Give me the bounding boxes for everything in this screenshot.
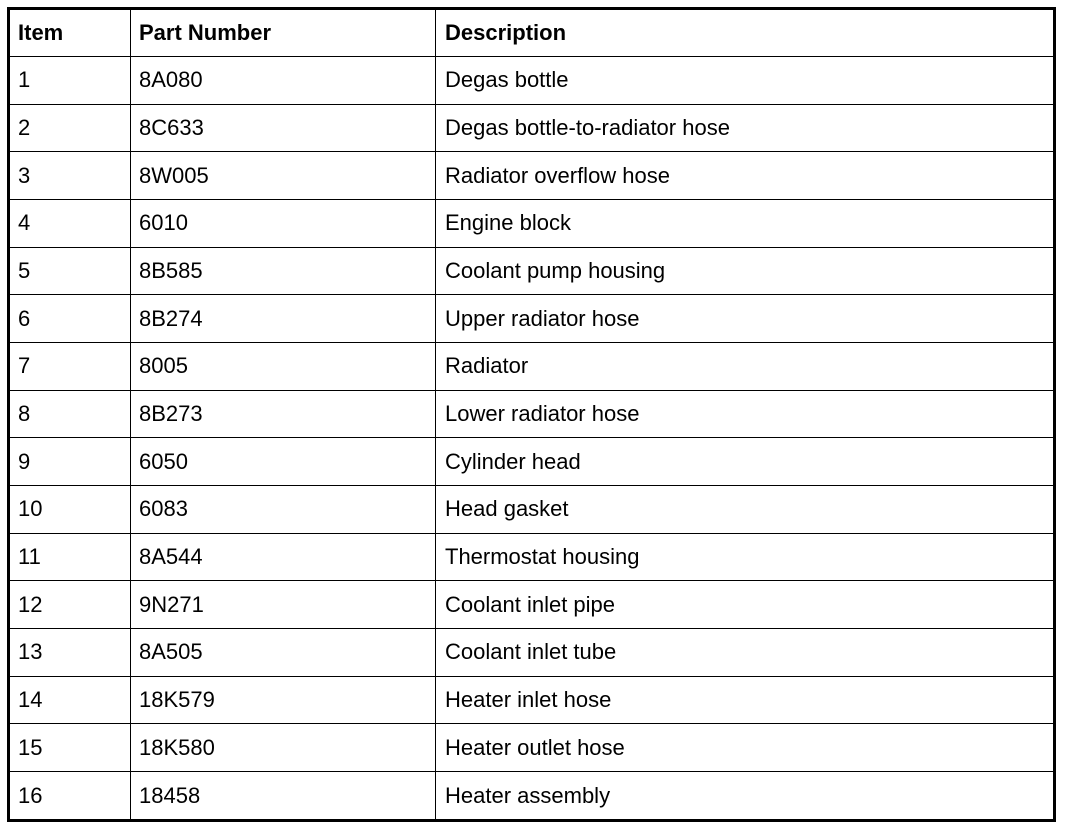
cell-item: 8 — [9, 390, 131, 438]
cell-description: Cylinder head — [436, 438, 1055, 486]
table-row — [9, 629, 1055, 677]
cell-part-number: 9N271 — [131, 581, 436, 629]
table-row — [9, 486, 1055, 534]
cell-description: Coolant inlet tube — [436, 629, 1055, 677]
cell-part-number: 18458 — [131, 772, 436, 821]
table-body — [9, 57, 1055, 821]
table-row — [9, 200, 1055, 248]
column-header-description: Description — [436, 9, 1055, 57]
cell-item: 6 — [9, 295, 131, 343]
cell-part-number: 8B585 — [131, 247, 436, 295]
cell-part-number: 8A544 — [131, 533, 436, 581]
cell-item: 4 — [9, 200, 131, 248]
cell-description: Radiator overflow hose — [436, 152, 1055, 200]
cell-part-number: 18K579 — [131, 676, 436, 724]
cell-description: Coolant pump housing — [436, 247, 1055, 295]
table-row — [9, 295, 1055, 343]
cell-part-number: 8C633 — [131, 104, 436, 152]
cell-part-number: 6010 — [131, 200, 436, 248]
cell-description: Degas bottle-to-radiator hose — [436, 104, 1055, 152]
cell-item: 16 — [9, 772, 131, 821]
cell-item: 3 — [9, 152, 131, 200]
cell-item: 11 — [9, 533, 131, 581]
column-header-part-number: Part Number — [131, 9, 436, 57]
cell-description: Engine block — [436, 200, 1055, 248]
cell-item: 1 — [9, 57, 131, 105]
table-header — [9, 9, 1055, 57]
cell-item: 12 — [9, 581, 131, 629]
cell-part-number: 8W005 — [131, 152, 436, 200]
cell-item: 9 — [9, 438, 131, 486]
cell-description: Radiator — [436, 343, 1055, 391]
cell-description: Thermostat housing — [436, 533, 1055, 581]
cell-part-number: 8A080 — [131, 57, 436, 105]
table-row — [9, 390, 1055, 438]
table-row — [9, 57, 1055, 105]
table-row — [9, 104, 1055, 152]
cell-item: 2 — [9, 104, 131, 152]
cell-description: Heater assembly — [436, 772, 1055, 821]
cell-item: 7 — [9, 343, 131, 391]
column-header-item: Item — [9, 9, 131, 57]
cell-description: Degas bottle — [436, 57, 1055, 105]
cell-part-number: 6083 — [131, 486, 436, 534]
header-row — [9, 9, 1055, 57]
table-row — [9, 581, 1055, 629]
table-row — [9, 724, 1055, 772]
table-row — [9, 438, 1055, 486]
cell-description: Head gasket — [436, 486, 1055, 534]
table-row — [9, 247, 1055, 295]
cell-item: 15 — [9, 724, 131, 772]
cell-item: 10 — [9, 486, 131, 534]
cell-description: Lower radiator hose — [436, 390, 1055, 438]
table-row — [9, 152, 1055, 200]
cell-description: Heater inlet hose — [436, 676, 1055, 724]
cell-description: Coolant inlet pipe — [436, 581, 1055, 629]
table-row — [9, 676, 1055, 724]
table-row — [9, 533, 1055, 581]
cell-description: Upper radiator hose — [436, 295, 1055, 343]
table-row — [9, 772, 1055, 821]
cell-item: 5 — [9, 247, 131, 295]
cell-part-number: 18K580 — [131, 724, 436, 772]
cell-item: 14 — [9, 676, 131, 724]
cell-item: 13 — [9, 629, 131, 677]
cell-part-number: 8B274 — [131, 295, 436, 343]
parts-table — [7, 7, 1056, 822]
cell-description: Heater outlet hose — [436, 724, 1055, 772]
cell-part-number: 8A505 — [131, 629, 436, 677]
cell-part-number: 6050 — [131, 438, 436, 486]
table-row — [9, 343, 1055, 391]
cell-part-number: 8005 — [131, 343, 436, 391]
cell-part-number: 8B273 — [131, 390, 436, 438]
